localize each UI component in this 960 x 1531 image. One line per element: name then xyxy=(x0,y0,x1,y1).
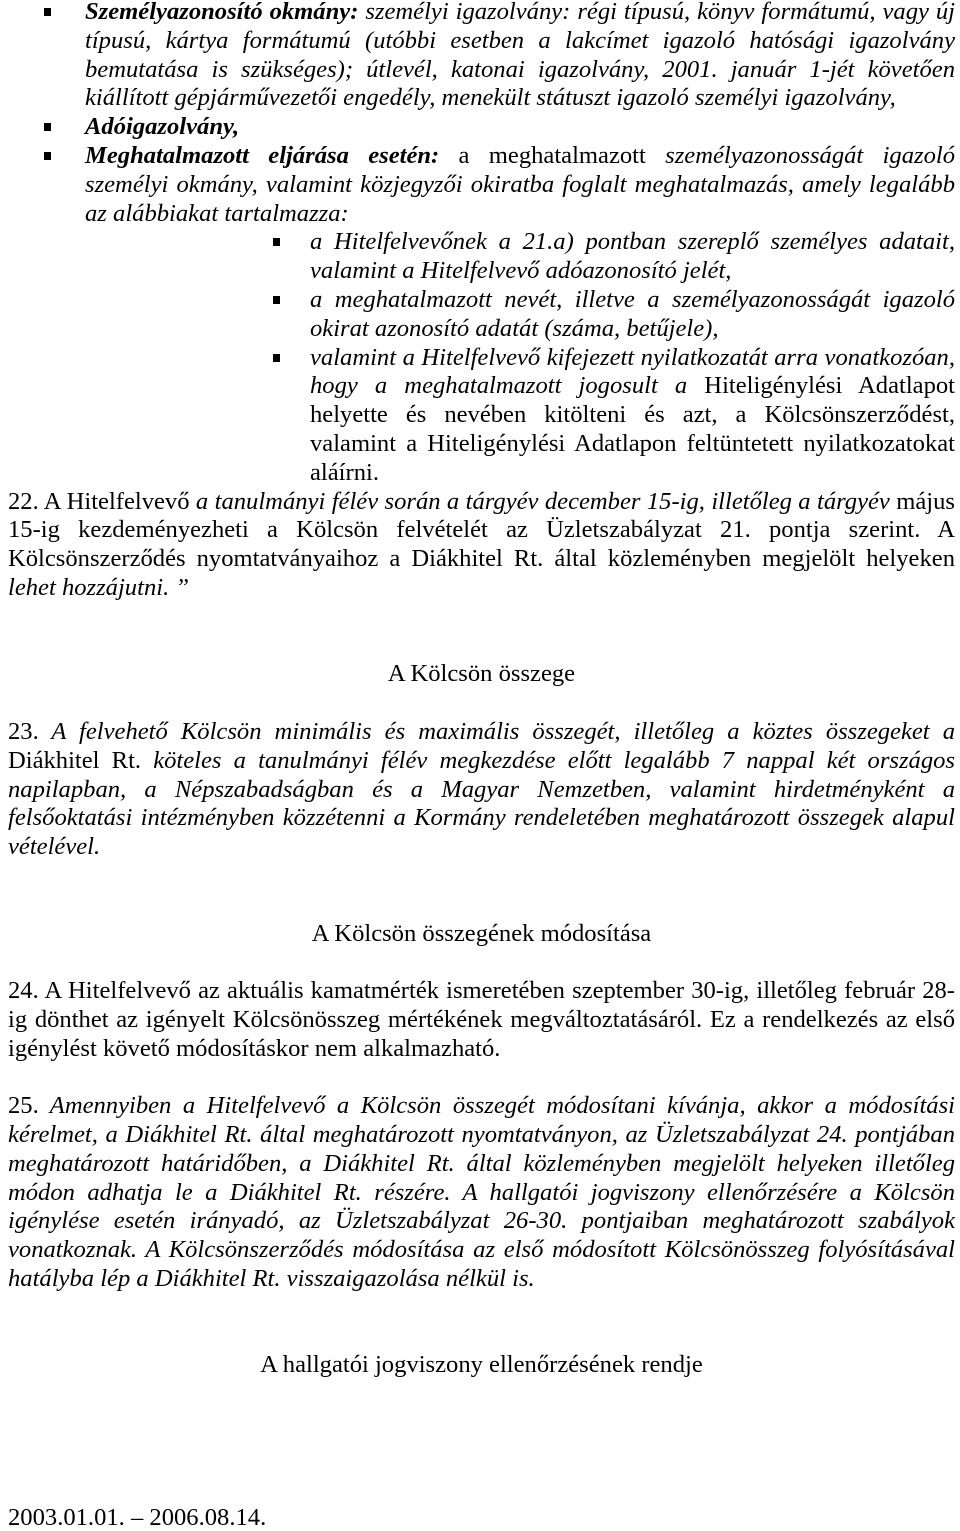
paragraph-number: 24. xyxy=(8,977,39,1005)
paragraph-23 xyxy=(8,718,955,862)
paragraph-24 xyxy=(8,977,955,1063)
sub-list-item xyxy=(8,228,955,286)
bullet-icon xyxy=(44,152,51,160)
paragraph-22 xyxy=(8,488,955,603)
bullet-icon xyxy=(44,123,51,131)
sub-list-item xyxy=(8,344,955,488)
section-heading-loan-amount: A Kölcsön összege xyxy=(387,660,576,688)
item-label: Személyazonosító okmány: xyxy=(85,0,359,25)
paragraph-text: lehet hozzájutni. ” xyxy=(8,573,190,601)
id-document-list xyxy=(8,0,955,488)
bullet-icon xyxy=(273,238,280,246)
bullet-icon xyxy=(273,354,280,362)
sub-item-text: valamint a Hitelfelvevő kifejezett nyilatkozatát arra vonatkozóan, hogy a meghatalmazott jogosult a xyxy=(310,343,955,400)
paragraph-text: A Hitelfelvevő az aktuális kamatmérték ismeretében szeptember 30-ig, illetőleg február 28-ig dönthet az igényelt Kölcsönösszeg mértékének megváltoztatásáról. Ez a rendelkezés az első igénylést követő módosításkor nem alkalmazható. xyxy=(8,977,955,1062)
paragraph-text: A Hitelfelvevő xyxy=(38,487,190,515)
item-text-plain: a meghatalmazott xyxy=(439,141,646,169)
item-text: személyi igazolvány: régi típusú, könyv formátumú, vagy új típusú, kártya formátumú (utóbbi esetben a lakcímet igazoló hatósági igazolvány bemutatása is szükséges); útlevél, katonai igazolvány, 2001. január 1-jét követően kiállított gépjárművezetői engedély, menekült státuszt igazoló személyi igazolvány, xyxy=(85,0,955,112)
sub-item-text: a meghatalmazott nevét, illetve a személyazonosságát igazoló okirat azonosító adatát (száma, betűjele), xyxy=(310,285,955,342)
bullet-icon xyxy=(44,8,51,16)
item-text: személyazonosságát igazoló személyi okmány, valamint közjegyzői okiratba foglalt meghatalmazás, amely legalább az alábbiakat tartalmazza: xyxy=(85,141,955,227)
sub-item-text: a Hitelfelvevőnek a 21.a) pontban szereplő személyes adatait, valamint a Hitelfelvevő adóazonosító jelét, xyxy=(310,228,955,285)
list-item-tax-card xyxy=(8,113,955,142)
list-item-proxy xyxy=(8,142,955,228)
paragraph-text: köteles a tanulmányi félév megkezdése előtt legalább 7 nappal két országos napilapban, a Népszabadságban és a Magyar Nemzetben, valamint hirdetményként a felsőoktatási intézményben közzétenni a Kormány rendeletében meghatározott összegek alapul vételével. xyxy=(8,746,955,861)
paragraph-text: Diákhitel Rt. xyxy=(8,746,142,774)
item-label: Adóigazolvány, xyxy=(85,113,240,141)
sub-list-item xyxy=(8,286,955,344)
paragraph-text: a tanulmányi félév során a tárgyév december 15-ig, illetőleg a tárgyév xyxy=(189,487,890,515)
document-page xyxy=(8,0,955,1409)
list-item-id-document xyxy=(8,0,955,113)
section-heading-amount-change: A Kölcsön összegének módosítása xyxy=(311,919,652,947)
section-heading-status-check: A hallgatói jogviszony ellenőrzésének rendje xyxy=(260,1351,703,1379)
bullet-icon xyxy=(273,296,280,304)
paragraph-text: Amennyiben a Hitelfelvevő a Kölcsön összegét módosítani kívánja, akkor a módosítási kérelmet, a Diákhitel Rt. által meghatározott nyomtatványon, az Üzletszabályzat 24. pontjában meghatározott határidőben, a Diákhitel Rt. által közleményben megjelölt helyeken illetőleg módon adhatja le a Diákhitel Rt. részére. A hallgatói jogviszony ellenőrzésére a Kölcsön igénylése esetén irányadó, az Üzletszabályzat 26-30. pontjaiban meghatározott szabályok vonatkoznak. A Kölcsönszerződés módosítása az első módosított Kölcsönösszeg folyósításával hatályba lép a Diákhitel Rt. visszaigazolása nélkül is. xyxy=(8,1092,955,1293)
paragraph-25 xyxy=(8,1092,955,1294)
paragraph-number: 23. xyxy=(8,717,39,745)
footer-date-range: 2003.01.01. – 2006.08.14. xyxy=(8,1504,267,1531)
item-label: Meghatalmazott eljárása esetén: xyxy=(85,141,440,169)
paragraph-number: 22. xyxy=(8,487,39,515)
paragraph-text: A felvehető Kölcsön minimális és maximális összegét, illetőleg a köztes összegeket a xyxy=(38,717,955,745)
paragraph-text: május 15-ig kezdeményezheti a Kölcsön felvételét az Üzletszabályzat 21. pontja szerint. A Kölcsönszerződés nyomtatványaihoz a Diákhitel Rt. által közleményben megjelölt helyeken xyxy=(8,487,955,573)
paragraph-number: 25. xyxy=(8,1092,39,1120)
sub-item-text: Hiteligénylési Adatlapot helyette és nevében kitölteni és azt, a Kölcsönszerződést, valamint a Hiteligénylési Adatlapon feltüntetett nyilatkozatokat aláírni. xyxy=(310,372,956,486)
